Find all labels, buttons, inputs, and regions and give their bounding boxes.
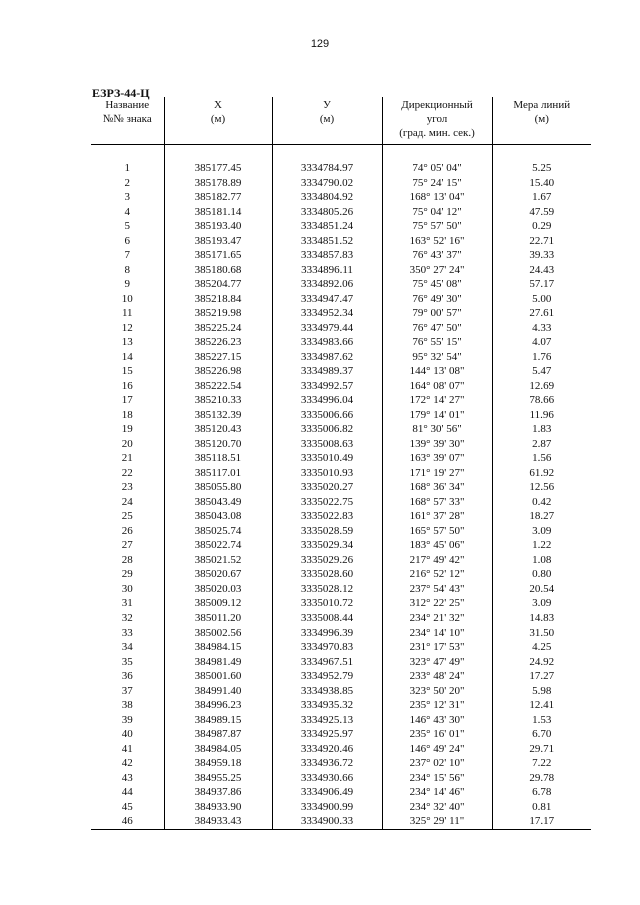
y-coordinate-cell: 3334857.83 bbox=[272, 248, 382, 263]
x-coordinate-cell: 385178.89 bbox=[164, 176, 272, 191]
y-coordinate-cell: 3335010.72 bbox=[272, 596, 382, 611]
y-coordinate-cell: 3335006.66 bbox=[272, 408, 382, 423]
table-row bbox=[91, 451, 591, 466]
direction-angle-cell: 171° 19' 27" bbox=[382, 466, 492, 481]
point-number-cell: 23 bbox=[121, 481, 133, 494]
x-coordinate-cell: 385171.65 bbox=[164, 248, 272, 263]
table-row bbox=[91, 640, 591, 655]
point-number-cell: 31 bbox=[121, 597, 133, 610]
line-length-cell: 0.80 bbox=[492, 567, 591, 582]
direction-angle-cell: 172° 14' 27" bbox=[382, 393, 492, 408]
table-row bbox=[91, 684, 591, 699]
table-row bbox=[91, 669, 591, 684]
line-length-cell: 14.83 bbox=[492, 611, 591, 626]
line-length-cell: 5.00 bbox=[492, 292, 591, 307]
x-coordinate-cell: 384959.18 bbox=[164, 756, 272, 771]
direction-angle-cell: 164° 08' 07" bbox=[382, 379, 492, 394]
line-length-cell: 17.17 bbox=[492, 814, 591, 829]
point-number-cell: 41 bbox=[121, 742, 133, 755]
direction-angle-cell: 165° 57' 50" bbox=[382, 524, 492, 539]
point-number-cell: 6 bbox=[124, 234, 130, 247]
line-length-cell: 57.17 bbox=[492, 277, 591, 292]
direction-angle-cell: 237° 02' 10" bbox=[382, 756, 492, 771]
line-length-cell: 22.71 bbox=[492, 234, 591, 249]
table-row bbox=[91, 321, 591, 336]
line-length-cell: 29.71 bbox=[492, 742, 591, 757]
x-coordinate-cell: 385210.33 bbox=[164, 393, 272, 408]
y-coordinate-cell: 3335022.83 bbox=[272, 509, 382, 524]
direction-angle-cell: 234° 15' 56" bbox=[382, 771, 492, 786]
y-coordinate-cell: 3334938.85 bbox=[272, 684, 382, 699]
direction-angle-cell: 75° 24' 15" bbox=[382, 176, 492, 191]
direction-angle-cell: 168° 57' 33" bbox=[382, 495, 492, 510]
point-number-cell: 2 bbox=[124, 176, 130, 189]
table-row bbox=[91, 364, 591, 379]
table-row bbox=[91, 190, 591, 205]
table-row bbox=[91, 437, 591, 452]
table-row bbox=[91, 655, 591, 670]
table-row bbox=[91, 205, 591, 220]
point-number-cell: 1 bbox=[124, 162, 130, 174]
direction-angle-cell: 75° 04' 12" bbox=[382, 205, 492, 220]
y-coordinate-cell: 3334952.34 bbox=[272, 306, 382, 321]
x-coordinate-cell: 384933.90 bbox=[164, 800, 272, 815]
y-coordinate-cell: 3334906.49 bbox=[272, 785, 382, 800]
x-coordinate-cell: 385226.23 bbox=[164, 335, 272, 350]
direction-angle-cell: 231° 17' 53" bbox=[382, 640, 492, 655]
x-coordinate-cell: 385022.74 bbox=[164, 538, 272, 553]
x-coordinate-cell: 385222.54 bbox=[164, 379, 272, 394]
x-coordinate-cell: 385043.08 bbox=[164, 509, 272, 524]
line-length-cell: 24.92 bbox=[492, 655, 591, 670]
y-coordinate-cell: 3334892.06 bbox=[272, 277, 382, 292]
point-number-cell: 16 bbox=[121, 379, 133, 392]
table-row bbox=[91, 611, 591, 626]
direction-angle-cell: 146° 43' 30" bbox=[382, 713, 492, 728]
y-coordinate-cell: 3334925.13 bbox=[272, 713, 382, 728]
point-number-cell: 36 bbox=[121, 670, 133, 683]
y-coordinate-cell: 3335029.26 bbox=[272, 553, 382, 568]
x-coordinate-cell: 385009.12 bbox=[164, 596, 272, 611]
line-length-cell: 2.87 bbox=[492, 437, 591, 452]
y-coordinate-cell: 3334851.24 bbox=[272, 219, 382, 234]
point-number-cell: 9 bbox=[124, 278, 130, 291]
table-row bbox=[91, 524, 591, 539]
direction-angle-cell: 95° 32' 54" bbox=[382, 350, 492, 365]
line-length-cell: 0.42 bbox=[492, 495, 591, 510]
y-coordinate-cell: 3334805.26 bbox=[272, 205, 382, 220]
table-row bbox=[91, 626, 591, 641]
header-x: X (м) bbox=[164, 97, 272, 145]
y-coordinate-cell: 3335022.75 bbox=[272, 495, 382, 510]
direction-angle-cell: 146° 49' 24" bbox=[382, 742, 492, 757]
line-length-cell: 5.25 bbox=[492, 161, 591, 176]
x-coordinate-cell: 385117.01 bbox=[164, 466, 272, 481]
y-coordinate-cell: 3335010.49 bbox=[272, 451, 382, 466]
point-number-cell: 40 bbox=[121, 728, 133, 741]
point-number-cell: 38 bbox=[121, 699, 133, 712]
point-number-cell: 46 bbox=[91, 814, 164, 829]
point-number-cell: 8 bbox=[124, 263, 130, 276]
table-row bbox=[91, 393, 591, 408]
line-length-cell: 1.08 bbox=[492, 553, 591, 568]
direction-angle-cell: 74° 05' 04" bbox=[382, 161, 492, 176]
spacer-row bbox=[91, 145, 591, 162]
x-coordinate-cell: 385020.67 bbox=[164, 567, 272, 582]
y-coordinate-cell: 3334970.83 bbox=[272, 640, 382, 655]
y-coordinate-cell: 3334996.39 bbox=[272, 626, 382, 641]
point-number-cell: 37 bbox=[121, 684, 133, 697]
table-row bbox=[91, 814, 591, 829]
line-length-cell: 78.66 bbox=[492, 393, 591, 408]
table-row bbox=[91, 350, 591, 365]
x-coordinate-cell: 385020.03 bbox=[164, 582, 272, 597]
direction-angle-cell: 161° 37' 28" bbox=[382, 509, 492, 524]
table-row bbox=[91, 306, 591, 321]
table-row bbox=[91, 582, 591, 597]
line-length-cell: 17.27 bbox=[492, 669, 591, 684]
direction-angle-cell: 323° 50' 20" bbox=[382, 684, 492, 699]
table-row bbox=[91, 161, 591, 176]
x-coordinate-cell: 385219.98 bbox=[164, 306, 272, 321]
table-row bbox=[91, 379, 591, 394]
line-length-cell: 24.43 bbox=[492, 263, 591, 278]
point-number-cell: 18 bbox=[121, 408, 133, 421]
coordinates-table bbox=[91, 97, 591, 830]
table-row bbox=[91, 800, 591, 815]
x-coordinate-cell: 384984.15 bbox=[164, 640, 272, 655]
y-coordinate-cell: 3334947.47 bbox=[272, 292, 382, 307]
direction-angle-cell: 168° 36' 34" bbox=[382, 480, 492, 495]
y-coordinate-cell: 3335028.59 bbox=[272, 524, 382, 539]
x-coordinate-cell: 385011.20 bbox=[164, 611, 272, 626]
document-title: ЕЗРЗ-44-Ц bbox=[92, 86, 150, 100]
direction-angle-cell: 233° 48' 24" bbox=[382, 669, 492, 684]
y-coordinate-cell: 3334967.51 bbox=[272, 655, 382, 670]
line-length-cell: 3.09 bbox=[492, 524, 591, 539]
y-coordinate-cell: 3334784.97 bbox=[272, 161, 382, 176]
point-number-cell: 45 bbox=[121, 800, 133, 813]
direction-angle-cell: 76° 43' 37" bbox=[382, 248, 492, 263]
direction-angle-cell: 179° 14' 01" bbox=[382, 408, 492, 423]
table-row bbox=[91, 248, 591, 263]
table-row bbox=[91, 756, 591, 771]
x-coordinate-cell: 385055.80 bbox=[164, 480, 272, 495]
x-coordinate-cell: 385043.49 bbox=[164, 495, 272, 510]
y-coordinate-cell: 3335010.93 bbox=[272, 466, 382, 481]
table-row bbox=[91, 292, 591, 307]
line-length-cell: 6.78 bbox=[492, 785, 591, 800]
x-coordinate-cell: 384955.25 bbox=[164, 771, 272, 786]
x-coordinate-cell: 385021.52 bbox=[164, 553, 272, 568]
y-coordinate-cell: 3334935.32 bbox=[272, 698, 382, 713]
y-coordinate-cell: 3335028.12 bbox=[272, 582, 382, 597]
point-number-cell: 15 bbox=[121, 365, 133, 378]
point-number-cell: 17 bbox=[121, 394, 133, 407]
table-row bbox=[91, 466, 591, 481]
direction-angle-cell: 79° 00' 57" bbox=[382, 306, 492, 321]
direction-angle-cell: 76° 49' 30" bbox=[382, 292, 492, 307]
x-coordinate-cell: 385025.74 bbox=[164, 524, 272, 539]
line-length-cell: 1.76 bbox=[492, 350, 591, 365]
x-coordinate-cell: 385177.45 bbox=[164, 161, 272, 176]
line-length-cell: 7.22 bbox=[492, 756, 591, 771]
direction-angle-cell: 234° 14' 46" bbox=[382, 785, 492, 800]
y-coordinate-cell: 3334925.97 bbox=[272, 727, 382, 742]
line-length-cell: 18.27 bbox=[492, 509, 591, 524]
table-row bbox=[91, 727, 591, 742]
line-length-cell: 61.92 bbox=[492, 466, 591, 481]
direction-angle-cell: 350° 27' 24" bbox=[382, 263, 492, 278]
line-length-cell: 0.29 bbox=[492, 219, 591, 234]
point-number-cell: 11 bbox=[121, 307, 133, 320]
direction-angle-cell: 234° 14' 10" bbox=[382, 626, 492, 641]
line-length-cell: 1.53 bbox=[492, 713, 591, 728]
point-number-cell: 35 bbox=[121, 655, 133, 668]
x-coordinate-cell: 384987.87 bbox=[164, 727, 272, 742]
x-coordinate-cell: 385002.56 bbox=[164, 626, 272, 641]
line-length-cell: 1.83 bbox=[492, 422, 591, 437]
x-coordinate-cell: 384933.43 bbox=[164, 814, 272, 829]
x-coordinate-cell: 385218.84 bbox=[164, 292, 272, 307]
direction-angle-cell: 217° 49' 42" bbox=[382, 553, 492, 568]
x-coordinate-cell: 385227.15 bbox=[164, 350, 272, 365]
point-number-cell: 42 bbox=[121, 757, 133, 770]
table-row bbox=[91, 785, 591, 800]
x-coordinate-cell: 385182.77 bbox=[164, 190, 272, 205]
y-coordinate-cell: 3334900.99 bbox=[272, 800, 382, 815]
table-row bbox=[91, 176, 591, 191]
x-coordinate-cell: 384937.86 bbox=[164, 785, 272, 800]
table-header-row bbox=[91, 97, 591, 145]
line-length-cell: 27.61 bbox=[492, 306, 591, 321]
table-row bbox=[91, 771, 591, 786]
y-coordinate-cell: 3334987.62 bbox=[272, 350, 382, 365]
direction-angle-cell: 312° 22' 25" bbox=[382, 596, 492, 611]
y-coordinate-cell: 3335008.44 bbox=[272, 611, 382, 626]
point-number-cell: 26 bbox=[121, 524, 133, 537]
direction-angle-cell: 234° 32' 40" bbox=[382, 800, 492, 815]
table-row bbox=[91, 480, 591, 495]
line-length-cell: 12.41 bbox=[492, 698, 591, 713]
point-number-cell: 20 bbox=[121, 437, 133, 450]
line-length-cell: 1.56 bbox=[492, 451, 591, 466]
header-point-name: Название №№ знака bbox=[91, 97, 164, 145]
line-length-cell: 15.40 bbox=[492, 176, 591, 191]
point-number-cell: 44 bbox=[121, 786, 133, 799]
point-number-cell: 24 bbox=[121, 495, 133, 508]
point-number-cell: 27 bbox=[121, 539, 133, 552]
x-coordinate-cell: 385132.39 bbox=[164, 408, 272, 423]
line-length-cell: 20.54 bbox=[492, 582, 591, 597]
x-coordinate-cell: 385120.70 bbox=[164, 437, 272, 452]
table-row bbox=[91, 234, 591, 249]
point-number-cell: 21 bbox=[121, 452, 133, 465]
header-line-length: Мера линий (м) bbox=[492, 97, 591, 145]
direction-angle-cell: 235° 16' 01" bbox=[382, 727, 492, 742]
direction-angle-cell: 323° 47' 49" bbox=[382, 655, 492, 670]
point-number-cell: 25 bbox=[121, 510, 133, 523]
table-row bbox=[91, 335, 591, 350]
line-length-cell: 4.07 bbox=[492, 335, 591, 350]
y-coordinate-cell: 3334851.52 bbox=[272, 234, 382, 249]
line-length-cell: 11.96 bbox=[492, 408, 591, 423]
direction-angle-cell: 234° 21' 32" bbox=[382, 611, 492, 626]
table-row bbox=[91, 713, 591, 728]
point-number-cell: 3 bbox=[124, 191, 130, 204]
line-length-cell: 4.25 bbox=[492, 640, 591, 655]
line-length-cell: 47.59 bbox=[492, 205, 591, 220]
point-number-cell: 30 bbox=[121, 582, 133, 595]
point-number-cell: 33 bbox=[121, 626, 133, 639]
line-length-cell: 39.33 bbox=[492, 248, 591, 263]
direction-angle-cell: 76° 55' 15" bbox=[382, 335, 492, 350]
point-number-cell: 29 bbox=[121, 568, 133, 581]
x-coordinate-cell: 385181.14 bbox=[164, 205, 272, 220]
table-row bbox=[91, 263, 591, 278]
y-coordinate-cell: 3335029.34 bbox=[272, 538, 382, 553]
x-coordinate-cell: 384996.23 bbox=[164, 698, 272, 713]
direction-angle-cell: 183° 45' 06" bbox=[382, 538, 492, 553]
table-row bbox=[91, 596, 591, 611]
point-number-cell: 12 bbox=[121, 321, 133, 334]
x-coordinate-cell: 385226.98 bbox=[164, 364, 272, 379]
line-length-cell: 12.69 bbox=[492, 379, 591, 394]
table-row bbox=[91, 219, 591, 234]
table-row bbox=[91, 538, 591, 553]
table-row bbox=[91, 495, 591, 510]
y-coordinate-cell: 3334996.04 bbox=[272, 393, 382, 408]
point-number-cell: 13 bbox=[121, 336, 133, 349]
point-number-cell: 32 bbox=[121, 611, 133, 624]
line-length-cell: 1.22 bbox=[492, 538, 591, 553]
y-coordinate-cell: 3334989.37 bbox=[272, 364, 382, 379]
line-length-cell: 6.70 bbox=[492, 727, 591, 742]
line-length-cell: 5.98 bbox=[492, 684, 591, 699]
point-number-cell: 5 bbox=[124, 220, 130, 233]
y-coordinate-cell: 3334930.66 bbox=[272, 771, 382, 786]
y-coordinate-cell: 3334804.92 bbox=[272, 190, 382, 205]
table-row bbox=[91, 422, 591, 437]
y-coordinate-cell: 3335020.27 bbox=[272, 480, 382, 495]
direction-angle-cell: 81° 30' 56" bbox=[382, 422, 492, 437]
x-coordinate-cell: 384981.49 bbox=[164, 655, 272, 670]
header-y: У (м) bbox=[272, 97, 382, 145]
header-direction-angle: Дирекционный угол (град. мин. сек.) bbox=[382, 97, 492, 145]
y-coordinate-cell: 3335006.82 bbox=[272, 422, 382, 437]
y-coordinate-cell: 3334896.11 bbox=[272, 263, 382, 278]
x-coordinate-cell: 385001.60 bbox=[164, 669, 272, 684]
y-coordinate-cell: 3334936.72 bbox=[272, 756, 382, 771]
x-coordinate-cell: 385204.77 bbox=[164, 277, 272, 292]
table-row bbox=[91, 553, 591, 568]
line-length-cell: 12.56 bbox=[492, 480, 591, 495]
direction-angle-cell: 216° 52' 12" bbox=[382, 567, 492, 582]
y-coordinate-cell: 3334952.79 bbox=[272, 669, 382, 684]
table-row bbox=[91, 408, 591, 423]
x-coordinate-cell: 384991.40 bbox=[164, 684, 272, 699]
direction-angle-cell: 235° 12' 31" bbox=[382, 698, 492, 713]
direction-angle-cell: 325° 29' 11" bbox=[382, 814, 492, 829]
point-number-cell: 4 bbox=[124, 205, 130, 218]
point-number-cell: 43 bbox=[121, 771, 133, 784]
direction-angle-cell: 75° 57' 50" bbox=[382, 219, 492, 234]
x-coordinate-cell: 384984.05 bbox=[164, 742, 272, 757]
point-number-cell: 10 bbox=[121, 292, 133, 305]
line-length-cell: 1.67 bbox=[492, 190, 591, 205]
line-length-cell: 4.33 bbox=[492, 321, 591, 336]
y-coordinate-cell: 3334790.02 bbox=[272, 176, 382, 191]
table-row bbox=[91, 742, 591, 757]
x-coordinate-cell: 385118.51 bbox=[164, 451, 272, 466]
point-number-cell: 7 bbox=[124, 249, 130, 262]
point-number-cell: 22 bbox=[121, 466, 133, 479]
direction-angle-cell: 76° 47' 50" bbox=[382, 321, 492, 336]
point-number-cell: 19 bbox=[121, 423, 133, 436]
table-row bbox=[91, 567, 591, 582]
y-coordinate-cell: 3334983.66 bbox=[272, 335, 382, 350]
table-row bbox=[91, 698, 591, 713]
x-coordinate-cell: 385120.43 bbox=[164, 422, 272, 437]
table-row bbox=[91, 277, 591, 292]
x-coordinate-cell: 385180.68 bbox=[164, 263, 272, 278]
y-coordinate-cell: 3334900.33 bbox=[272, 814, 382, 829]
direction-angle-cell: 163° 39' 07" bbox=[382, 451, 492, 466]
line-length-cell: 31.50 bbox=[492, 626, 591, 641]
x-coordinate-cell: 385193.47 bbox=[164, 234, 272, 249]
line-length-cell: 29.78 bbox=[492, 771, 591, 786]
x-coordinate-cell: 385193.40 bbox=[164, 219, 272, 234]
point-number-cell: 34 bbox=[121, 641, 133, 654]
table-row bbox=[91, 509, 591, 524]
y-coordinate-cell: 3334979.44 bbox=[272, 321, 382, 336]
direction-angle-cell: 75° 45' 08" bbox=[382, 277, 492, 292]
direction-angle-cell: 144° 13' 08" bbox=[382, 364, 492, 379]
direction-angle-cell: 163° 52' 16" bbox=[382, 234, 492, 249]
line-length-cell: 3.09 bbox=[492, 596, 591, 611]
direction-angle-cell: 139° 39' 30" bbox=[382, 437, 492, 452]
x-coordinate-cell: 384989.15 bbox=[164, 713, 272, 728]
y-coordinate-cell: 3335008.63 bbox=[272, 437, 382, 452]
point-number-cell: 14 bbox=[121, 350, 133, 363]
line-length-cell: 0.81 bbox=[492, 800, 591, 815]
direction-angle-cell: 168° 13' 04" bbox=[382, 190, 492, 205]
point-number-cell: 39 bbox=[121, 713, 133, 726]
direction-angle-cell: 237° 54' 43" bbox=[382, 582, 492, 597]
y-coordinate-cell: 3334992.57 bbox=[272, 379, 382, 394]
x-coordinate-cell: 385225.24 bbox=[164, 321, 272, 336]
point-number-cell: 28 bbox=[121, 553, 133, 566]
y-coordinate-cell: 3335028.60 bbox=[272, 567, 382, 582]
line-length-cell: 5.47 bbox=[492, 364, 591, 379]
page-number: 129 bbox=[310, 38, 330, 50]
table-body bbox=[91, 145, 591, 830]
y-coordinate-cell: 3334920.46 bbox=[272, 742, 382, 757]
